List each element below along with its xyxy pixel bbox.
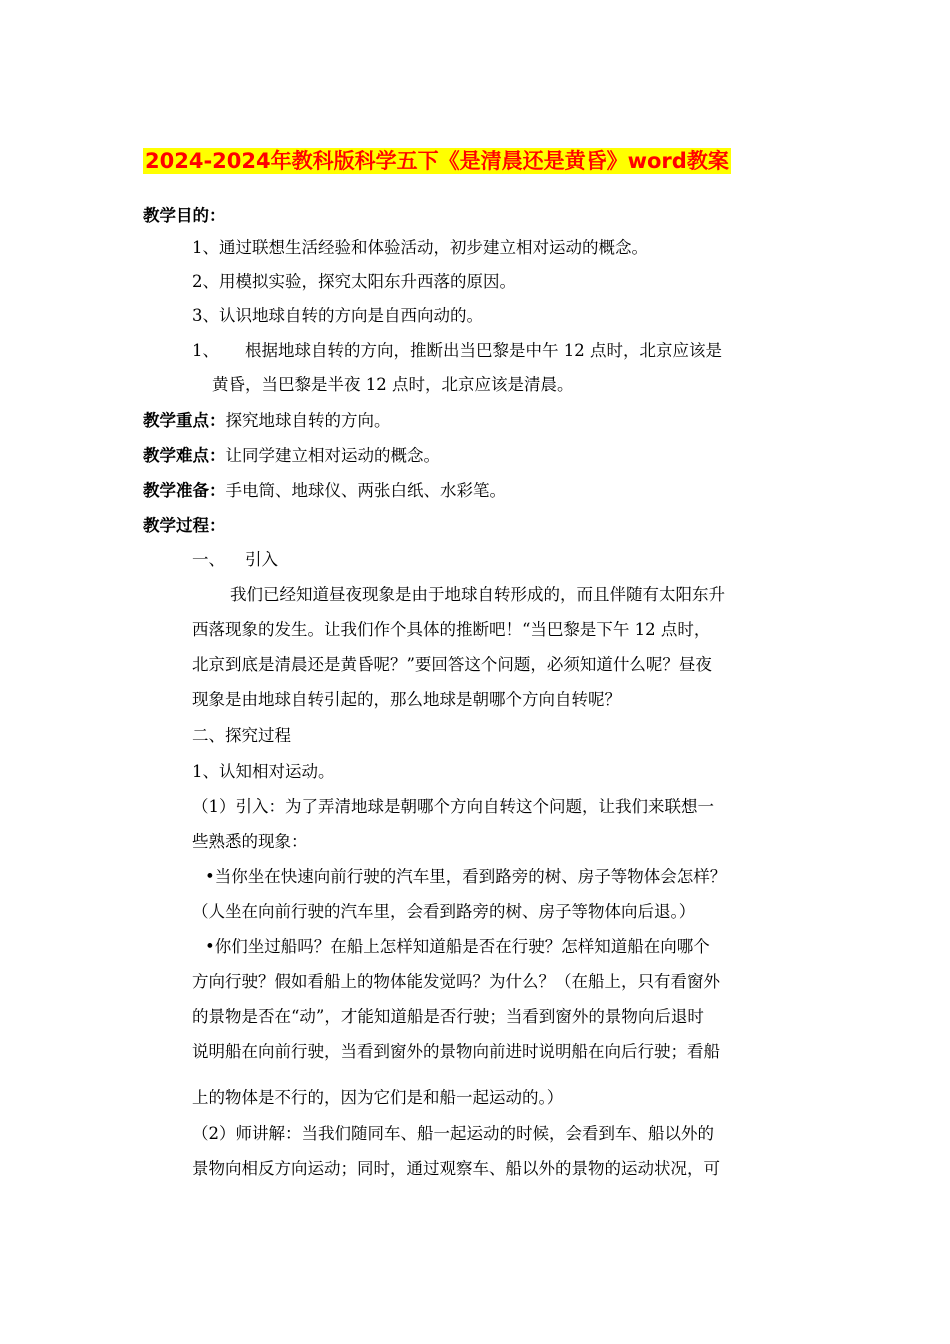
intro-line: 北京到底是清晨还是黄昏呢？”要回答这个问题，必须知道什么呢？昼夜	[192, 655, 712, 674]
key-point-label: 教学重点：	[143, 411, 226, 430]
objective-item: 根据地球自转的方向，推断出当巴黎是中午 12 点时，北京应该是	[245, 341, 722, 360]
objective-item-number: 1、	[192, 341, 219, 360]
preparation	[143, 481, 506, 501]
paragraph-line: （2）师讲解：当我们随同车、船一起运动的时候，会看到车、船以外的	[192, 1124, 714, 1143]
key-point	[143, 411, 391, 431]
difficulty-text: 让同学建立相对运动的概念。	[225, 446, 440, 465]
paragraph-line: 些熟悉的现象：	[192, 832, 308, 851]
paragraph-line: （1）引入：为了弄清地球是朝哪个方向自转这个问题，让我们来联想一	[192, 797, 714, 816]
section-1-title: 引入	[245, 550, 278, 569]
paragraph-line: 景物向相反方向运动；同时，通过观察车、船以外的景物的运动状况，可	[192, 1159, 720, 1178]
preparation-text: 手电筒、地球仪、两张白纸、水彩笔。	[225, 481, 506, 500]
objective-item: 1、通过联想生活经验和体验活动，初步建立相对运动的概念。	[192, 238, 648, 257]
difficulty-label: 教学难点：	[143, 446, 226, 465]
intro-line: 我们已经知道昼夜现象是由于地球自转形成的，而且伴随有太阳东升	[230, 585, 725, 604]
intro-line: 现象是由地球自转引起的，那么地球是朝哪个方向自转呢？	[192, 690, 621, 709]
bullet-line: •当你坐在快速向前行驶的汽车里，看到路旁的树、房子等物体会怎样？	[205, 867, 727, 886]
process-heading: 教学过程：	[143, 516, 226, 535]
objective-item-continuation: 黄昏，当巴黎是半夜 12 点时，北京应该是清晨。	[212, 375, 574, 394]
objectives-heading: 教学目的：	[143, 206, 226, 225]
subsection-1: 1、认知相对运动。	[192, 762, 335, 781]
bullet-line: 的景物是否在“动”，才能知道船是否行驶；当看到窗外的景物向后退时	[192, 1007, 704, 1026]
objective-item: 2、用模拟实验，探究太阳东升西落的原因。	[192, 272, 516, 291]
bullet-line: 说明船在向前行驶，当看到窗外的景物向前进时说明船在向后行驶；看船	[192, 1042, 720, 1061]
bullet-line: （人坐在向前行驶的汽车里，会看到路旁的树、房子等物体向后退。）	[192, 902, 696, 921]
bullet-line: 上的物体是不行的，因为它们是和船一起运动的。）	[192, 1088, 564, 1107]
bullet-line: •你们坐过船吗？在船上怎样知道船是否在行驶？怎样知道船在向哪个	[205, 937, 710, 956]
difficulty	[143, 446, 440, 466]
section-1-number: 一、	[192, 550, 225, 569]
intro-line: 西落现象的发生。让我们作个具体的推断吧！“当巴黎是下午 12 点时，	[192, 620, 711, 639]
document-title: 2024-2024年教科版科学五下《是清晨还是黄昏》word教案	[145, 149, 729, 173]
bullet-line: 方向行驶？假如看船上的物体能发觉吗？为什么？（在船上，只有看窗外	[192, 972, 720, 991]
preparation-label: 教学准备：	[143, 481, 226, 500]
key-point-text: 探究地球自转的方向。	[225, 411, 391, 430]
objective-item: 3、认识地球自转的方向是自西向动的。	[192, 306, 483, 325]
section-2-heading: 二、探究过程	[192, 726, 291, 745]
